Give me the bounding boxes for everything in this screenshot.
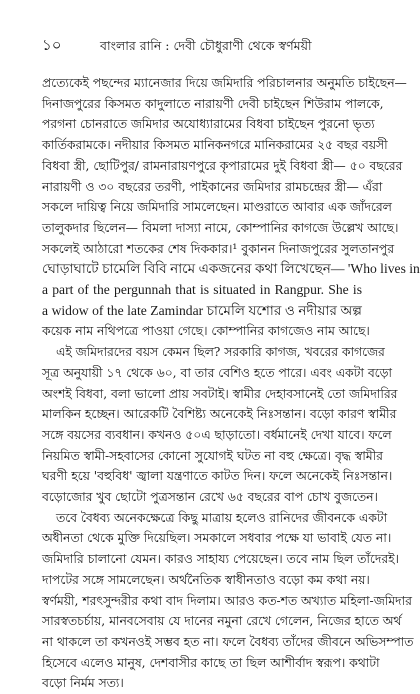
paragraph <box>42 508 414 694</box>
text-line: জমিদারি চালানো যেমন। কারও সাহায্য পেয়েছেন। তবে নাম ছিল তাঁদেরই। <box>42 552 399 567</box>
text-line: দাপটের সঙ্গে সামলেছেন। অর্থনৈতিক স্বাধীনতাও বড়ো কম কথা নয়। <box>42 572 370 587</box>
paragraph <box>42 342 398 508</box>
text-line: বিধবা স্ত্রী, ছোটিপুর/ রামনারায়ণপুরে কৃপারামের দুই বিধবা স্ত্রী— ৫০ বছরের <box>42 158 403 173</box>
text-line: না থাকলে তা কখনওই সম্ভব হত না। ফলে বৈধব্য তাঁদের জীবনে অভিসম্পাত <box>42 634 414 649</box>
text-line: বড়োজোর খুব ছোটো পুত্রসন্তান রেখে ৬৫ বছরের বাপ চোখ বুজতেন। <box>42 490 378 505</box>
text-line: ঘোড়াঘাটে চামেলি বিবি নামে একজনের কথা লিখেছেন— 'Who lives in <box>42 261 420 277</box>
text-line: এই জমিদারদের বয়স কেমন ছিল? সরকারি কাগজ, খবরের কাগজের <box>56 345 385 360</box>
text-line: নিয়মিত স্বামী-সহবাসের কোনো সুযোগই ঘটত না বহু ক্ষেত্রে। বৃদ্ধ স্বামীর <box>42 448 383 463</box>
text-line: তবে বৈধব্য অনেকক্ষেত্রে কিছু মাত্রায় হলেও রানিদের জীবনকে একটা <box>56 510 388 525</box>
running-head: বাংলার রানি : দেবী চৌধুরাণী থেকে স্বর্ণময়ী <box>100 38 312 53</box>
text-line: নারায়ণী ও ৩০ বছরের তরণী, পাইকানের জমিদার রামচন্দ্রের স্ত্রী— এঁরা <box>42 179 383 194</box>
text-line: সারস্বতচর্চায়, মানবসেবায় যে দানের নমুনা রেখে গেলেন, নিজের হাতে অর্থ <box>42 614 402 629</box>
text-line: পরগনা চোনরাতে জমিদার অযোধ্যারামের বিধবা চাইছেন পুরনো ভৃত্য <box>42 117 375 132</box>
text-line: সূত্র অনুযায়ী ১৭ থেকে ৬০, বা তার বেশিও হতে পারে। এবং একটা বড়ো <box>42 365 392 380</box>
text-line: দিনাজপুরের কিসমত কাদুলাতে নারায়ণী দেবী চাইছেন শিউরাম পালকে, <box>42 96 384 111</box>
text-line: ঘরণী হয়ে 'বহুবিধ' জ্বালা যন্ত্রণাতে কাটত দিন। ফলে অনেকেই নিঃসন্তান। <box>42 469 393 484</box>
text-line: কার্তিকরামকে। নদীয়ার কিসমত মানিকনগরে মানিকরামের ২৫ বছর বয়সী <box>42 138 388 153</box>
text-line: অংশই বিধবা, বলা ভালো প্রায় সবটাই। স্বামীর দেহাবসানেই তো জমিদারির <box>42 386 398 401</box>
text-line: স্বর্ণময়ী, শরৎসুন্দরীর কথা বাদ দিলাম। আরও কত-শত অখ্যাত মহিলা-জমিদার <box>42 593 412 608</box>
text-line: সঙ্গে বয়সের ব্যবধান। কখনও ৫০এ ছাড়াতো। বর্ধমানেই দেখা যাবে। ফলে <box>42 427 392 442</box>
text-line: প্রত্যেকেই পছন্দের ম্যানেজার দিয়ে জমিদারি পরিচালনার অনুমতি চাইছেন— <box>42 76 407 90</box>
paragraph <box>42 73 420 342</box>
text-line: হিসেবে এলেও মানুষ, দেশবাসীর কাছে তা ছিল আশীর্বাদ স্বরূপ। কথাটা <box>42 655 380 670</box>
text-line: তালুকদার ছিলেন— বিমলা দাস্যা নামে, কোম্পানির কাগজে উল্লেখ আছে। <box>42 220 399 235</box>
text-line: বড়ো নির্মম সত্য। <box>42 676 124 691</box>
page-number: ১০ <box>42 36 62 54</box>
page-header <box>42 34 362 59</box>
text-line: অধীনতা থেকে মুক্তি দিয়েছিল। সমকালে সধবার পক্ষে যা ভাবাই যেত না। <box>42 531 392 546</box>
body-text <box>42 73 420 694</box>
text-line: কয়েক নাম নথিপত্রে পাওয়া গেছে। কোম্পানির কাগজেও নাম আছে। <box>42 324 370 339</box>
text-line: সকলেই আঠারো শতকের শেষ দিককার।¹ বুকানন দিনাজপুরের সুলতানপুর <box>42 241 394 256</box>
text-line: a part of the pergunnah that is situated in Rangpur. She is <box>42 282 362 298</box>
text-line: সকলে দায়িত্ব নিয়ে জমিদারি সামলেছেন। মাণ্ডরাতে আবার এক জাঁদরেল <box>42 200 392 215</box>
text-line: মালকিন হচ্ছেন। আরেকটি বৈশিষ্ট্য অনেকেই নিঃসন্তান। বড়ো কারণ স্বামীর <box>42 407 397 422</box>
text-line: a widow of the late Zamindar চামেলি যশোর ও নদীয়ার অল্প <box>42 302 362 318</box>
